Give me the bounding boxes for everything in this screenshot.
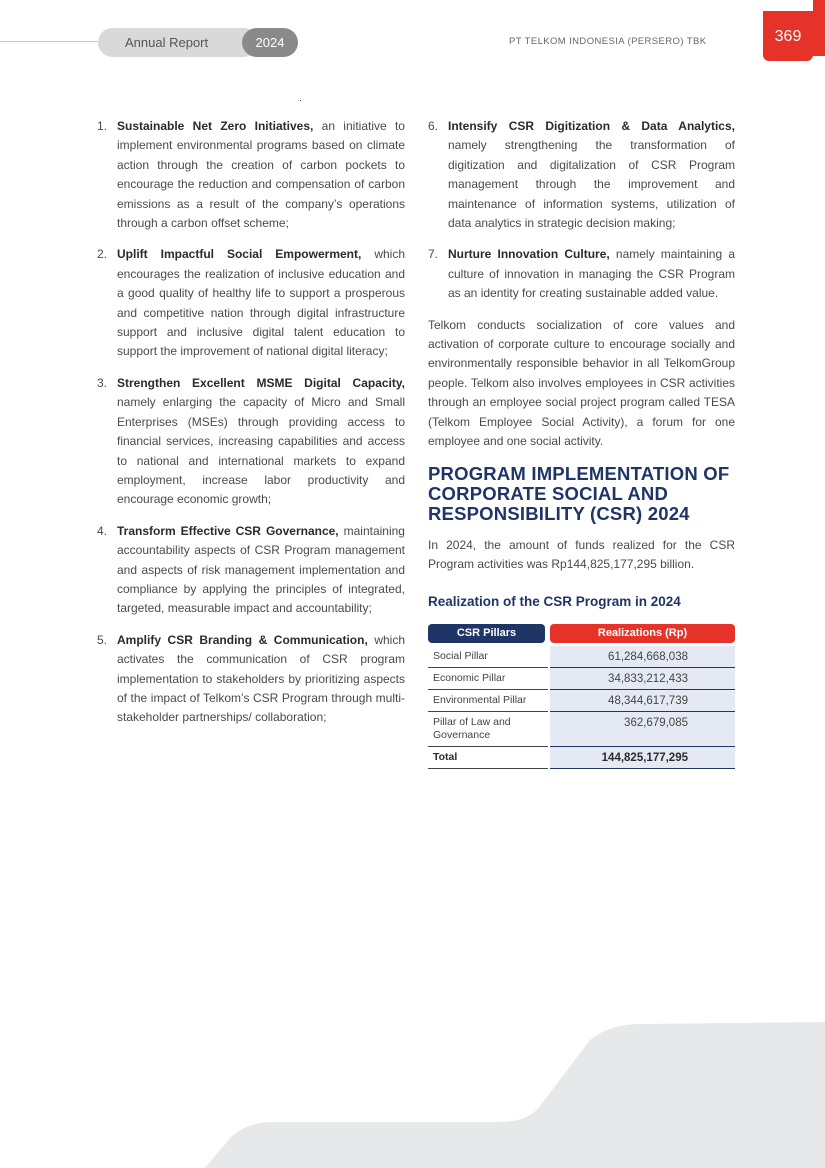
decorative-background-shape [0,1010,825,1168]
initiative-title: Transform Effective CSR Governance, [117,523,339,538]
table-row [428,668,735,690]
report-label-pill: Annual Report [98,28,258,57]
company-name: PT TELKOM INDONESIA (PERSERO) TBK [509,36,707,47]
list-item: 4. Transform Effective CSR Governance, maintaining accountability aspects of CSR Program management and aspects of risk management implementation and compliance by applying the principles of integrated, targeted, measurable impact and accountability; [97,523,405,616]
page-number: 369 [763,11,813,61]
csr-realization-table [428,624,735,769]
left-column [97,117,405,740]
table-total-row [428,747,735,769]
table-title: Realization of the CSR Program in 2024 [428,594,681,610]
section-title: PROGRAM IMPLEMENTATION OF CORPORATE SOCIAL AND RESPONSIBILITY (CSR) 2024 [428,462,730,524]
value-cell: 61,284,668,038 [550,646,735,668]
initiative-text: which encourages the realization of inclusive education and a good quality of healthy life to support a prosperous and competitive nation through digital infrastructure support and inclusive digital talent education to support the improvement of national digital literacy; [117,247,405,359]
initiative-text: namely enlarging the capacity of Micro and Small Enterprises (MSEs) through providing access to financial services, increasing capabilities and access to national and international markets to expand employment, increase labor productivity and encourage economic growth; [117,395,405,507]
value-cell: 362,679,085 [550,712,735,747]
initiative-text: namely maintaining a culture of innovation in managing the CSR Program as an identity for creating sustainable added value. [448,247,736,301]
pillar-cell: Social Pillar [428,646,548,668]
list-item: 6. Intensify CSR Digitization & Data Analytics, namely strengthening the transformation of digitization and digitalization of CSR Program management through the improvement and maintenance of information systems, utilization of data analytics in strategic decision making; [428,119,735,231]
socialization-paragraph: Telkom conducts socialization of core values and activation of corporate culture to encourage socially and environmentally responsible behavior in all TelkomGroup people. Telkom also involves employees in CSR activities through an employee social project program called TESA (Telkom Employee Social Activity), a forum for one employee and one social activity. [428,317,735,449]
initiative-title: Sustainable Net Zero Initiatives, [117,119,314,133]
initiative-text: namely strengthening the transformation of digitization and digitalization of CSR Program management through the improvement and maintenance of information systems, utilization of data analytics in strategic decision making; [448,138,735,231]
initiative-title: Uplift Impactful Social Empowerment, [117,247,362,262]
col-header-pillars: CSR Pillars [428,624,545,643]
table-header [428,624,735,643]
initiative-title: Amplify CSR Branding & Communication, [117,632,368,647]
pillar-cell: Pillar of Law and Governance [428,712,548,747]
year-pill: 2024 [242,28,298,57]
col-header-realizations: Realizations (Rp) [550,624,735,643]
table-row [428,646,735,668]
list-item: 3. Strengthen Excellent MSME Digital Capacity, namely enlarging the capacity of Micro and Small Enterprises (MSEs) through providing access to financial services, increasing capabilities and access to national and international markets to expand employment, increase labor productivity and encourage economic growth; [97,375,405,507]
list-item: 1. Sustainable Net Zero Initiatives, an initiative to implement environmental programs based on climate action through the creation of carbon pockets to encourage the reduction and compensation of carbon emissions as a result of the company’s operations through a carbon offset scheme; [97,119,405,231]
list-item: 7. Nurture Innovation Culture, namely maintaining a culture of innovation in managing the CSR Program as an identity for creating sustainable added value. [428,247,736,301]
initiative-title: Intensify CSR Digitization & Data Analytics, [448,119,735,133]
pillar-cell: Environmental Pillar [428,690,548,712]
table-row [428,712,735,747]
initiative-text: an initiative to implement environmental programs based on climate action through the creation of carbon pockets to encourage the reduction and compensation of carbon emissions as a result of the company’s operations through a carbon offset scheme; [117,119,405,231]
list-item: 5. Amplify CSR Branding & Communication, which activates the communication of CSR program implementation to stakeholders by prioritizing aspects of the impact of Telkom’s CSR Program through multi-stakeholder partnerships/ collaboration; [97,632,406,725]
page-tab-edge [813,0,825,56]
value-cell: 34,833,212,433 [550,668,735,690]
initiative-text: maintaining accountability aspects of CSR Program management and aspects of risk management implementation and compliance by applying the principles of integrated, targeted, measurable impact and accountability; [117,523,405,616]
initiative-title: Strengthen Excellent MSME Digital Capacity, [117,375,405,390]
value-cell: 48,344,617,739 [550,690,735,712]
total-value: 144,825,177,295 [550,747,735,769]
right-column [428,117,735,769]
initiative-text: which activates the communication of CSR program implementation to stakeholders by prioritizing aspects of the impact of Telkom’s CSR Program through multi-stakeholder partnerships/ collaboration; [117,632,406,725]
total-label: Total [428,747,548,769]
header-rule [0,41,100,42]
pillar-cell: Economic Pillar [428,668,548,690]
initiatives-list-continued [428,117,735,304]
stray-dot [300,100,301,101]
initiatives-list [97,117,405,728]
table-row [428,690,735,712]
list-item: 2. Uplift Impactful Social Empowerment, which encourages the realization of inclusive education and a good quality of healthy life to support a prosperous and competitive nation through digital infrastructure support and inclusive digital talent education to support the improvement of national digital literacy; [97,247,405,359]
initiative-title: Nurture Innovation Culture, [448,247,610,262]
funds-paragraph: In 2024, the amount of funds realized for the CSR Program activities was Rp144,825,177,295 billion. [428,537,735,571]
